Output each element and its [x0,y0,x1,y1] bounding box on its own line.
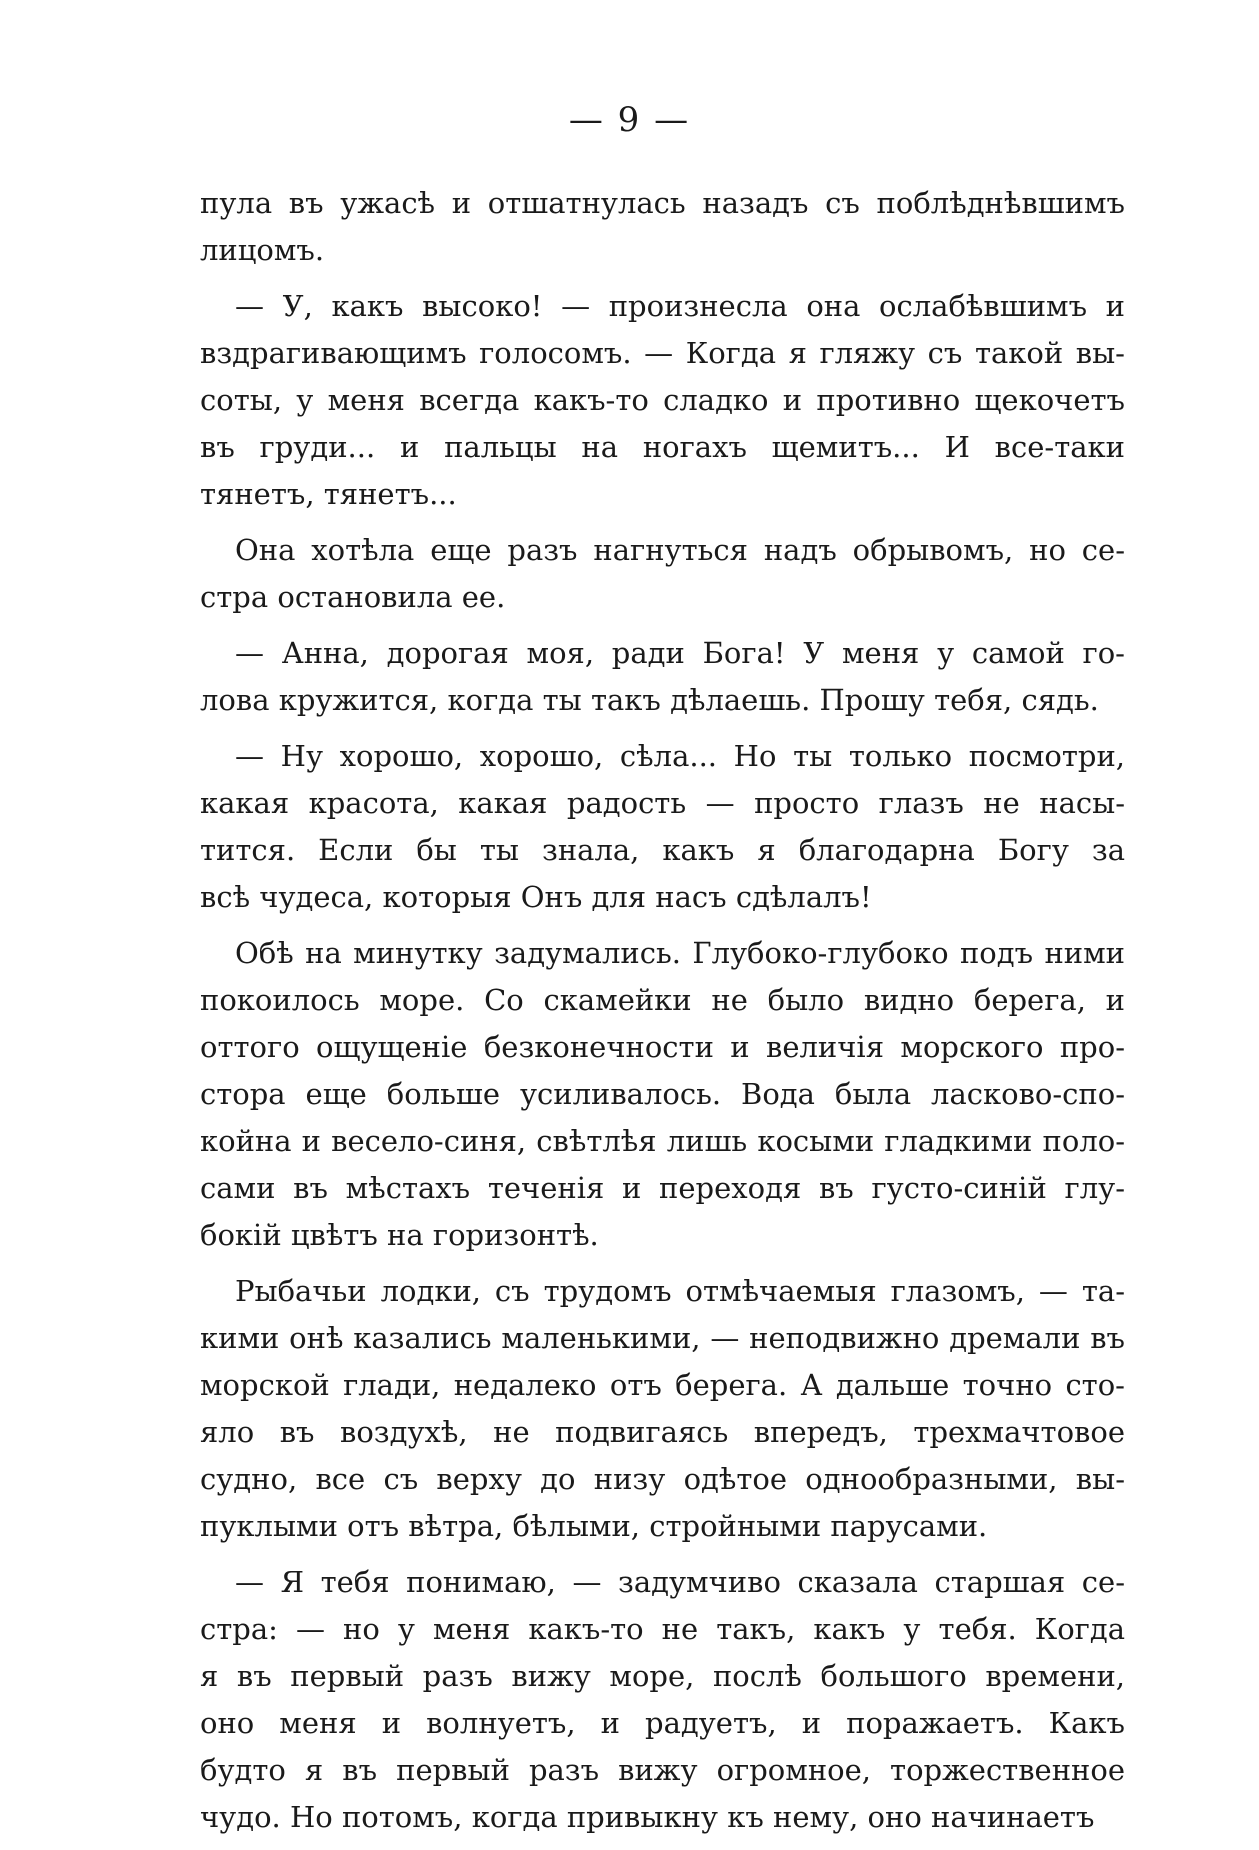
text-line: вздрагивающимъ голосомъ. — Когда я гляжу съ такой вы- [200,336,1125,370]
paragraph [200,630,1125,724]
text-line: тянетъ, тянетъ... [200,477,457,511]
paragraph [200,930,1125,1259]
page-number: — 9 — [568,100,691,140]
text-line: тится. Если бы ты знала, какъ я благодарна Богу за [200,833,1125,867]
text-line: стра: — но у меня какъ-то не такъ, какъ у тебя. Когда [200,1612,1125,1646]
text-line: сами въ мѣстахъ теченiя и переходя въ густо-синiй глу- [200,1171,1125,1205]
text-line: покоилось море. Со скамейки не было видно берега, и [200,983,1125,1017]
paragraph [200,1559,1125,1841]
paragraph [200,733,1125,921]
text-line: пула въ ужасѣ и отшатнулась назадъ съ поблѣднѣвшимъ [200,186,1125,220]
text-line: лицомъ. [200,233,325,267]
text-line: стра остановила ее. [200,580,506,614]
text-line: яло въ воздухѣ, не подвигаясь впередъ, трехмачтовое [200,1415,1125,1449]
text-line: будто я въ первый разъ вижу огромное, торжественное [200,1753,1125,1787]
text-line: кими онѣ казались маленькими, — неподвижно дремали въ [200,1321,1125,1355]
text-line: — Я тебя понимаю, — задумчиво сказала старшая се- [235,1565,1125,1599]
text-line: въ груди... и пальцы на ногахъ щемитъ... И все-таки [200,430,1125,464]
body-text [200,180,1125,1850]
text-line: пуклыми отъ вѣтра, бѣлыми, стройными парусами. [200,1509,988,1543]
text-line: бокiй цвѣтъ на горизонтѣ. [200,1218,599,1252]
text-line: койна и весело-синя, свѣтлѣя лишь косыми гладкими поло- [200,1124,1125,1158]
text-line: — Ну хорошо, хорошо, сѣла... Но ты только посмотри, [235,739,1125,773]
text-line: судно, все съ верху до низу одѣтое однообразными, вы- [200,1462,1125,1496]
paragraph [200,180,1125,274]
text-line: соты, у меня всегда какъ-то сладко и противно щекочетъ [200,383,1125,417]
text-line: морской глади, недалеко отъ берега. А дальше точно сто- [200,1368,1125,1402]
text-line: лова кружится, когда ты такъ дѣлаешь. Прошу тебя, сядь. [200,683,1099,717]
text-line: — У, какъ высоко! — произнесла она ослабѣвшимъ и [235,289,1125,323]
paragraph [200,1268,1125,1550]
text-line: всѣ чудеса, которыя Онъ для насъ сдѣлалъ! [200,880,872,914]
text-line: Она хотѣла еще разъ нагнуться надъ обрывомъ, но се- [235,533,1125,567]
text-line: Обѣ на минутку задумались. Глубоко-глубоко подъ ними [235,936,1125,970]
text-line: — Анна, дорогая моя, ради Бога! У меня у самой го- [235,636,1125,670]
text-line: стора еще больше усиливалось. Вода была ласково-спо- [200,1077,1125,1111]
paragraph [200,527,1125,621]
text-line: я въ первый разъ вижу море, послѣ большого времени, [200,1659,1125,1693]
text-line: оттого ощущенiе безконечности и величiя морского про- [200,1030,1125,1064]
text-line: чудо. Но потомъ, когда привыкну къ нему, оно начинаетъ [200,1800,1095,1834]
paragraph [200,283,1125,518]
text-line: оно меня и волнуетъ, и радуетъ, и поражаетъ. Какъ [200,1706,1125,1740]
text-line: Рыбачьи лодки, съ трудомъ отмѣчаемыя глазомъ, — та- [235,1274,1125,1308]
text-line: какая красота, какая радость — просто глазъ не насы- [200,786,1125,820]
